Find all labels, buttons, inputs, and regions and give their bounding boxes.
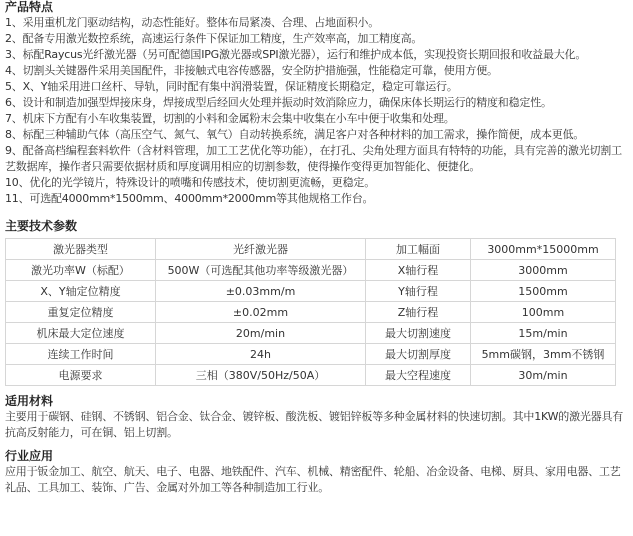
spec-value: 3000mm*15000mm [471, 239, 616, 260]
spec-label: 最大空程速度 [366, 365, 471, 386]
spec-value: 30m/min [471, 365, 616, 386]
materials-text: 主要用于碳钢、硅钢、不锈钢、铝合金、钛合金、镀锌板、酸洗板、镀铝锌板等多种金属材料的快速切割。其中1KW的激光器具有抗高反射能力，可在铜、铝上切割。 [5, 410, 624, 439]
spec-value: 500W（可选配其他功率等级激光器） [156, 260, 366, 281]
table-row [6, 323, 616, 344]
spec-label: 最大切割厚度 [366, 344, 471, 365]
feature-item: 10、优化的光学镜片，特殊设计的喷嘴和传感技术，使切割更流畅，更稳定。 [5, 176, 375, 189]
spec-label: X轴行程 [366, 260, 471, 281]
table-row [6, 260, 616, 281]
spec-label: 机床最大定位速度 [6, 323, 156, 344]
spec-value: ±0.03mm/m [156, 281, 366, 302]
table-row [6, 302, 616, 323]
spec-label: 连续工作时间 [6, 344, 156, 365]
feature-item: 1、采用重机龙门驱动结构，动态性能好。整体布局紧凑、合理、占地面积小。 [5, 16, 379, 29]
feature-item: 8、标配三种辅助气体（高压空气、氮气、氧气）自动转换系统，满足客户对各种材料的加工需求，操作简便，成本更低。 [5, 128, 585, 141]
feature-item: 4、切割头关键器件采用美国配件，非接触式电容传感器，安全防护措施强，性能稳定可靠，使用方便。 [5, 64, 498, 77]
spec-label: 重复定位精度 [6, 302, 156, 323]
spec-label: Y轴行程 [366, 281, 471, 302]
spec-value: 100mm [471, 302, 616, 323]
feature-item: 7、机床下方配有小车收集装置，切割的小料和金属粉末会集中收集在小车中便于收集和处理。 [5, 112, 455, 125]
feature-item: 6、设计和制造加强型焊接床身，焊接成型后经回火处理并振动时效消除应力，确保床体长期运行的精度和稳定性。 [5, 96, 552, 109]
spec-label: 最大切割速度 [366, 323, 471, 344]
spec-value: 20m/min [156, 323, 366, 344]
spec-label: X、Y轴定位精度 [6, 281, 156, 302]
spec-value: 5mm碳钢，3mm不锈钢 [471, 344, 616, 365]
spec-label: Z轴行程 [366, 302, 471, 323]
spec-value: 24h [156, 344, 366, 365]
table-row [6, 281, 616, 302]
specs-table [5, 238, 616, 386]
spec-label: 电源要求 [6, 365, 156, 386]
features-list [5, 15, 628, 207]
specs-title: 主要技术参数 [5, 219, 78, 233]
table-row [6, 239, 616, 260]
table-row [6, 365, 616, 386]
industries-text: 应用于钣金加工、航空、航天、电子、电器、地铁配件、汽车、机械、精密配件、轮船、冶金设备、电梯、厨具、家用电器、工艺礼品、工具加工、装饰、广告、金属对外加工等各种制造加工行业。 [5, 465, 621, 494]
materials-title: 适用材料 [5, 394, 54, 408]
feature-item: 9、配备高档编程套料软件（含材料管理，加工工艺优化等功能），在打孔、尖角处理方面具有特特的功能，具有完善的激光切割工艺数据库，操作者只需要依据材质和厚度调用相应的切割参数，使得操作变得更加智能化、便捷化。 [5, 144, 622, 173]
spec-value: 15m/min [471, 323, 616, 344]
spec-value: 1500mm [471, 281, 616, 302]
features-title: 产品特点 [5, 0, 54, 14]
table-row [6, 344, 616, 365]
spec-value: 三相（380V/50Hz/50A） [156, 365, 366, 386]
feature-item: 3、标配Raycus光纤激光器（另可配德国IPG激光器或SPI激光器），运行和维护成本低，实现投资长期回报和收益最大化。 [5, 48, 587, 61]
feature-item: 2、配备专用激光数控系统，高速运行条件下保证加工精度，生产效率高，加工精度高。 [5, 32, 423, 45]
spec-value: 光纤激光器 [156, 239, 366, 260]
feature-item: 11、可选配4000mm*1500mm、4000mm*2000mm等其他规格工作台。 [5, 192, 374, 205]
industries-title: 行业应用 [5, 449, 54, 463]
feature-item: 5、X、Y轴采用进口丝杆、导轨，同时配有集中润滑装置，保证精度长期稳定，稳定可靠运行。 [5, 80, 458, 93]
spec-label: 加工幅面 [366, 239, 471, 260]
spec-value: ±0.02mm [156, 302, 366, 323]
spec-label: 激光功率W（标配） [6, 260, 156, 281]
spec-label: 激光器类型 [6, 239, 156, 260]
spec-value: 3000mm [471, 260, 616, 281]
